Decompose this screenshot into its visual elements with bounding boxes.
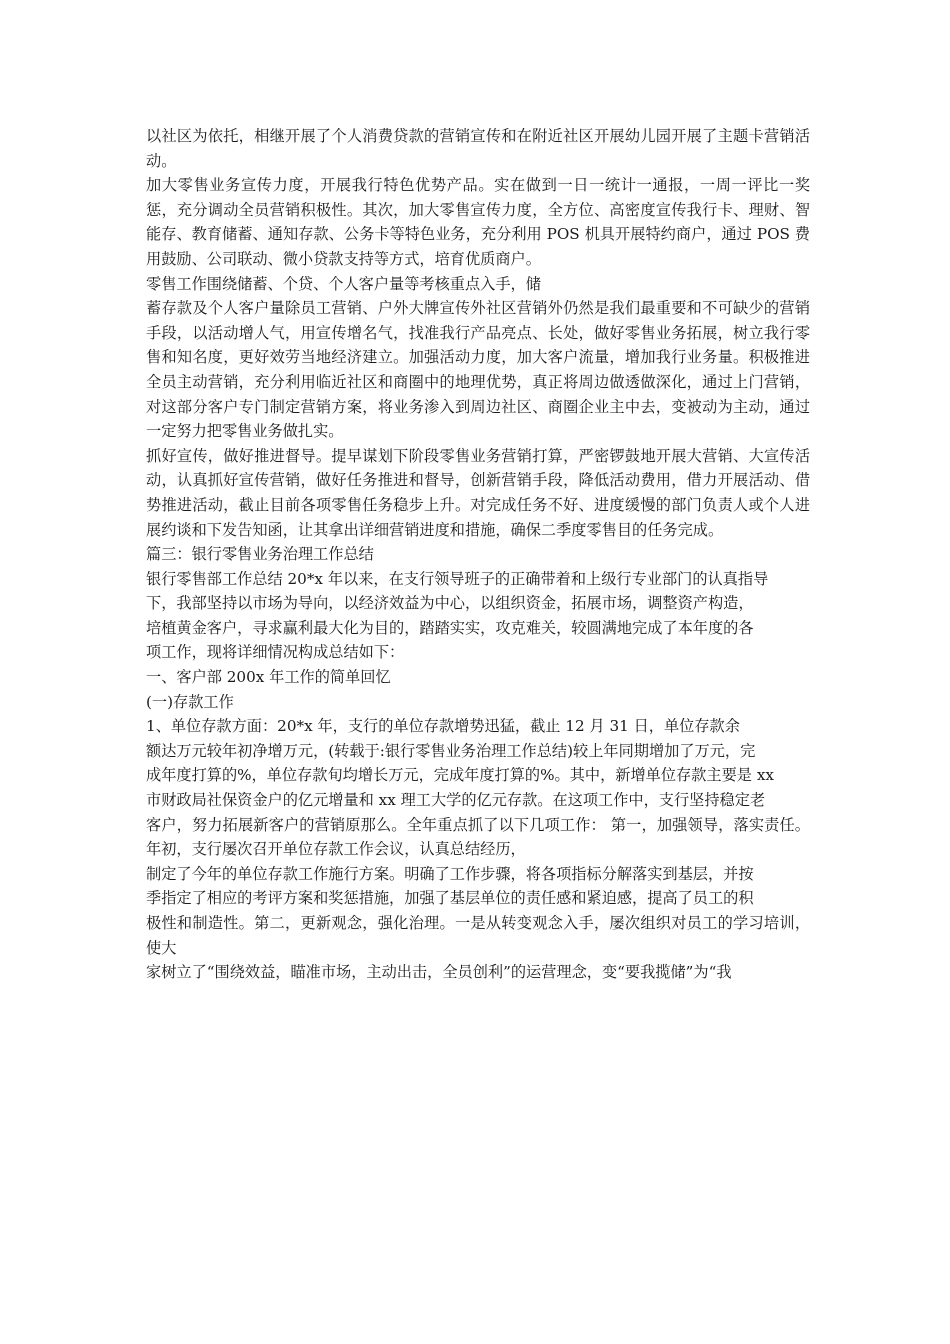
paragraph-4: 蓄存款及个人客户量除员工营销、户外大牌宣传外社区营销外仍然是我们最重要和不可缺少的营销手段，以活动增人气，用宣传增名气，找准我行产品亮点、长处，做好零售业务拓展，树立我行零售和知名度，更好效劳当地经济建立。加强活动力度，加大客户流量，增加我行业务量。积极推进全员主动营销，充分利用临近社区和商圈中的地理优势，真正将周边做透做深化，通过上门营销，对这部分客户专门制定营销方案，将业务渗入到周边社区、商圈企业主中去，变被动为主动，通过一定努力把零售业务做扎实。 xyxy=(146,299,810,441)
document-body xyxy=(146,124,810,985)
paragraph-16: 市财政局社保资金户的亿元增量和 xx 理工大学的亿元存款。在这项工作中，支行坚持稳定老 xyxy=(146,791,766,810)
paragraph-13: 1、单位存款方面：20*x 年，支行的单位存款增势迅猛，截止 12 月 31 日，单位存款余 xyxy=(146,717,740,736)
paragraph-7: 银行零售部工作总结 20*x 年以来，在支行领导班子的正确带着和上级行专业部门的认真指导 xyxy=(146,569,769,588)
paragraph-21: 家树立了“围绕效益，瞄准市场，主动出击，全员创利”的运营理念，变“要我揽储”为“我 xyxy=(146,963,732,982)
paragraph-14: 额达万元较年初净增万元，(转载于:银行零售业务治理工作总结)较上年同期增加了万元，完 xyxy=(146,741,756,760)
paragraph-5: 抓好宣传，做好推进督导。提早谋划下阶段零售业务营销打算，严密锣鼓地开展大营销、大宣传活动，认真抓好宣传营销，做好任务推进和督导，创新营销手段，降低活动费用，借力开展活动、借势推进活动，截止目前各项零售任务稳步上升。对完成任务不好、进度缓慢的部门负责人或个人进展约谈和下发告知函，让其拿出详细营销进度和措施，确保二季度零售目的任务完成。 xyxy=(146,446,810,539)
paragraph-18: 制定了今年的单位存款工作施行方案。明确了工作步骤，将各项指标分解落实到基层，并按 xyxy=(146,864,754,883)
paragraph-1: 以社区为依托，相继开展了个人消费贷款的营销宣传和在附近社区开展幼儿园开展了主题卡营销活动。 xyxy=(146,127,810,170)
paragraph-2: 加大零售业务宣传力度，开展我行特色优势产品。实在做到一日一统计一通报，一周一评比一奖惩，充分调动全员营销积极性。其次，加大零售宣传力度，全方位、高密度宣传我行卡、理财、智能存、教育储蓄、通知存款、公务卡等特色业务，充分利用 POS 机具开展特约商户，通过 POS 费用鼓励、公司联动、微小贷款支持等方式，培育优质商户。 xyxy=(146,176,810,268)
paragraph-10: 项工作，现将详细情况构成总结如下： xyxy=(146,643,405,662)
paragraph-19: 季指定了相应的考评方案和奖惩措施，加强了基层单位的责任感和紧迫感，提高了员工的积 xyxy=(146,889,754,908)
paragraph-17: 客户，努力拓展新客户的营销原那么。全年重点抓了以下几项工作： 第一，加强领导，落实责任。年初，支行屡次召开单位存款工作会议，认真总结经历， xyxy=(146,815,810,859)
paragraph-3: 零售工作围绕储蓄、个贷、个人客户量等考核重点入手，储 xyxy=(146,274,541,293)
paragraph-9: 培植黄金客户，寻求赢利最大化为目的，踏踏实实，攻克难关，较圆满地完成了本年度的各 xyxy=(146,618,754,637)
subheading-review: 一、客户部 200x 年工作的简单回忆 xyxy=(146,668,391,687)
paragraph-8: 下，我部坚持以市场为导向，以经济效益为中心，以组织资金，拓展市场，调整资产构造， xyxy=(146,594,754,613)
section-heading: 篇三：银行零售业务治理工作总结 xyxy=(146,545,374,564)
paragraph-20: 极性和制造性。第二，更新观念，强化治理。一是从转变观念入手，屡次组织对员工的学习培训，使大 xyxy=(146,914,810,957)
subheading-deposit: (一)存款工作 xyxy=(146,692,234,711)
paragraph-15: 成年度打算的%，单位存款旬均增长万元，完成年度打算的%。其中，新增单位存款主要是 xx xyxy=(146,766,774,785)
